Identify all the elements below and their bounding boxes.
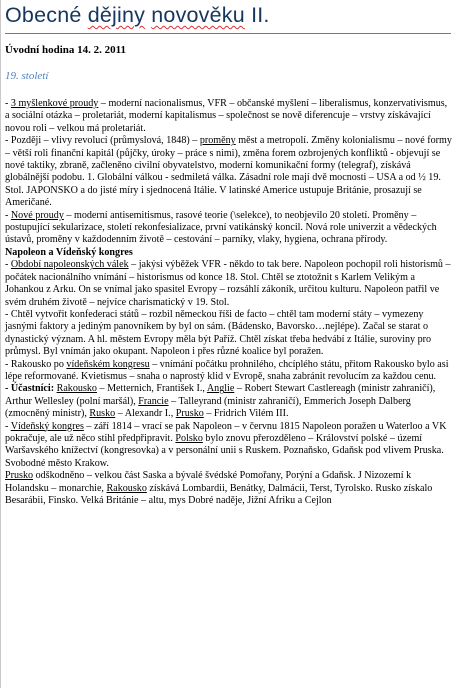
page-border — [0, 0, 1, 688]
title-underline — [5, 33, 451, 34]
title-text: II. — [244, 3, 270, 27]
title-text-misspelled: dějiny — [87, 3, 146, 27]
underlined-term: Nové proudy — [10, 209, 64, 221]
underlined-term: Období napoleonských válek — [10, 259, 129, 271]
paragraph: - Účastníci: Rakousko – Metternich, František I., Anglie – Robert Stewart Castlereagh (ministr zahraničí), Arthur Wellesley (polní maršál), Francie – Talleyrand (ministr zahraničí), Emmerich Joseph Dalberg (zmocněný ministr), Rusko – Alexandr I., Prusko – Fridrich Vilém III. — [5, 383, 436, 420]
paragraph: - Rakousko po vídeňském kongresu – vnímání počátku prohnilého, chcíplého státu, přitom Rakousko bylo asi lépe reformované. Kvietismus – snaha o naprostý klid v Evropě, snaha zabránit revolucím za každou cenu. — [5, 358, 449, 382]
section-heading: 19. století — [5, 70, 49, 82]
document-body — [5, 98, 453, 507]
underlined-term: Vídeňský kongres — [10, 420, 84, 432]
paragraph: - Chtěl vytvořit konfederaci států – rozbil německou říši de facto – chtěl tam moderní státy – vymezeny jasnými faktory a jediným panovníkem by byl on sám. (Bádensko, Bavorsko…nejlépe). Začal se starat o dynastický význam. A hl. městem Evropy měla být Paříž. Chtěl získat třeba hedvábí z Itálie, suroviny pro průmysl. Byl vnímán jako okupant. Napoleon i přes různé koalice byl poražen. — [5, 308, 432, 358]
underlined-term: Rusko — [89, 408, 116, 420]
paragraph: Prusko odškodněno – velkou část Saska a bývalé švédské Pomořany, Porýní a Gdaňsk. J Nizozemí k Holandsku – monarchie, Rakousko získává Lombardii, Benátky, Dalmácii, Terst, Tyrolsko. Rusko získalo Besarábii, Finsko. Velká Británie – altu, mys Dobré naděje, Jižní Afriku a Cejlon — [5, 470, 433, 506]
lesson-heading: Úvodní hodina 14. 2. 2011 — [5, 44, 127, 56]
underlined-term: Francie — [138, 395, 169, 407]
paragraph: - Později – vlivy revolucí (průmyslová, 1848) – proměny měst a metropolí. Změny kolonialismu – nové formy – větší roli finanční kapitál (půjčky, úroky – práce s nimi), změna forem ozbrojených konfliktů - objevují se nové taktiky, zbraně, začleněno civilní obyvatelstvo, moderní komunikační formy (telegraf), získává globálnější podobu. 1. Globální válkou - sedmiletá válka. Zásadní role mají dvě mocnosti – USA a od ½ 19. Stol. JAPONSKO a do jisté míry i sjednocená Itálie. V latinské Americe ustupuje Británie, prosazují se Američané. — [5, 135, 452, 209]
underlined-term: proměny — [199, 135, 236, 147]
subheading: Napoleon a Vídeňský kongres — [5, 246, 133, 258]
underlined-term: Prusko — [175, 408, 204, 420]
underlined-term: Polsko — [175, 432, 203, 444]
paragraph: - Období napoleonských válek – jakýsi výběžek VFR - někdo to tak bere. Napoleon pochopil roli historismů – počátek nacionálního vnímání – historismus od konce 18. Stol. Chtěl se ztotožnit s Karlem Velikým a Johankou z Arku. On se vnímal jako spasitel Evropy – rozsáhlí zákoník, určitou kulturu. Napoleon patřil ve svém druhém životě – nejvíce charismatický v 19. Stol. — [5, 259, 451, 308]
underlined-term: vídeňském kongresu — [66, 358, 150, 370]
paragraph: - Nové proudy – moderní antisemitismus, rasové teorie (\selekce), to neobjevilo 20 století. Proměny – postupující sekularizace, století rekonfesializace, první vatikánský koncil. Nová role univerzit a vědeckých ústavů, proměny v každodenním životě – cestování – parníky, vlaky, hygiena, ochrana přírody. — [5, 209, 437, 246]
title-text-misspelled: novověku — [151, 3, 245, 27]
underlined-term: Rakousko — [106, 482, 147, 494]
participants-label: - Účastníci: — [5, 383, 55, 395]
paragraph: - Vídeňský kongres – září 1814 – vrací se pak Napoleon – v červnu 1815 Napoleon poražen u Waterloo a VK pokračuje, ale už něco stihl předpřipravit. Polsko bylo znovu přerozděleno – Království polské – území Waršavského knížectví (kongresovka) a v personální unii s Ruskem. Poznaňsko, Gdaňsk pod vlivem Pruska. Svobodné město Krakow. — [5, 420, 447, 469]
paragraph: - 3 myšlenkové proudy – moderní nacionalismus, VFR – občanské myšlení – liberalismus, konzervativismus, a sociální otázka – proletariát, moderní kapitalismus – společnost se nově diferencuje – vrstvy získávající novou roli – velkou má proletariát. — [5, 98, 448, 134]
title-text: Obecné — [5, 3, 88, 27]
underlined-term: Anglie — [206, 383, 235, 395]
underlined-term: Rakousko — [56, 383, 97, 395]
underlined-term: Prusko — [5, 470, 34, 482]
page-title — [5, 3, 270, 28]
underlined-term: 3 myšlenkové proudy — [10, 98, 99, 109]
